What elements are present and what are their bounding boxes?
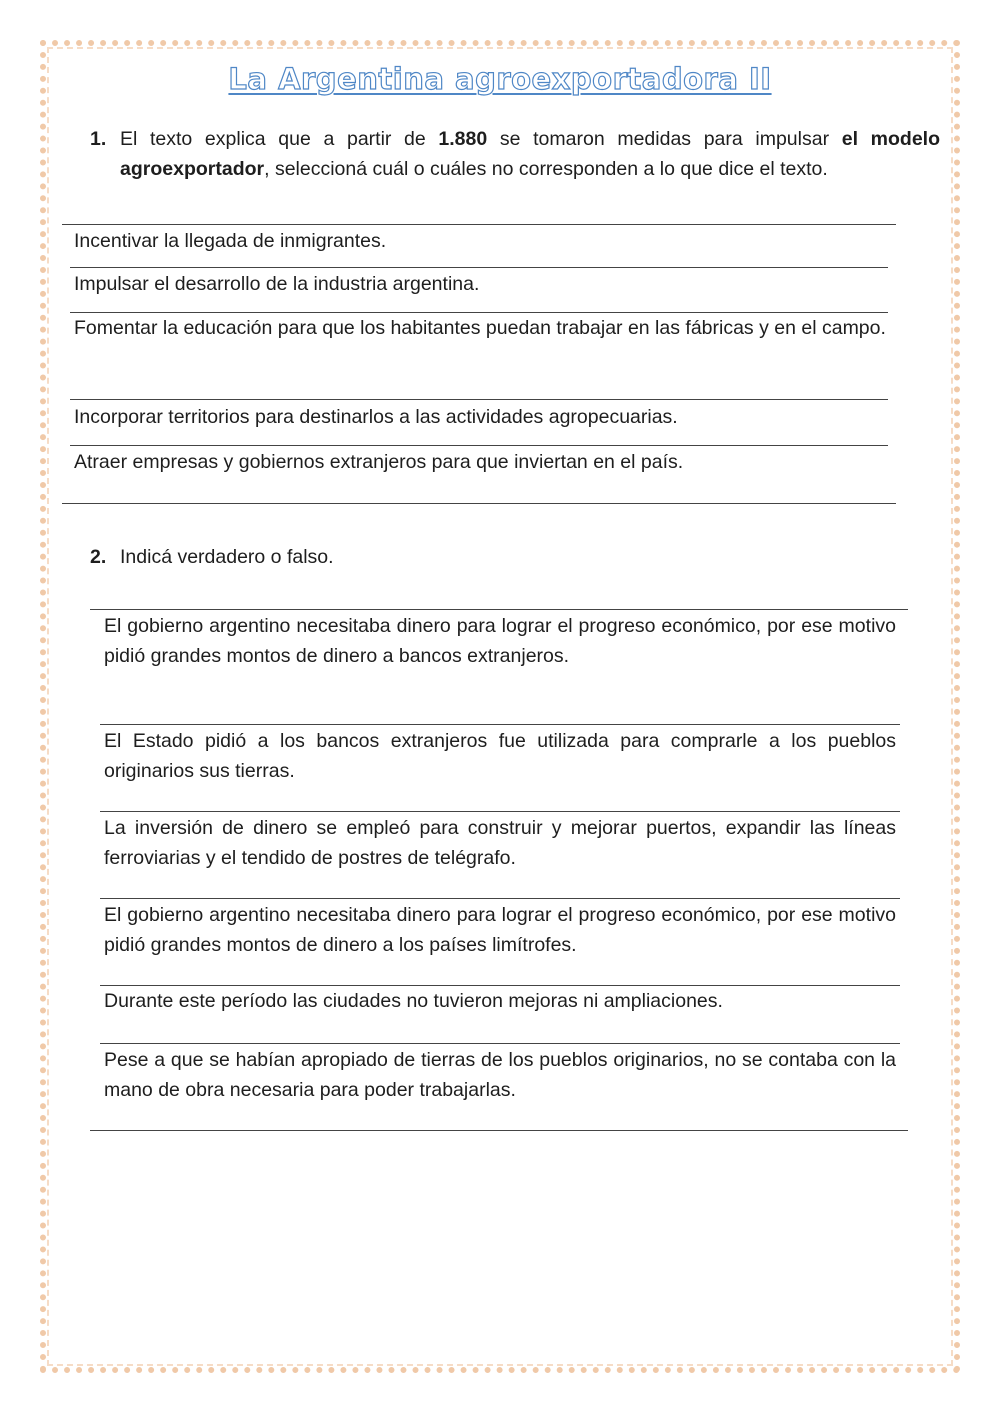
table-border <box>90 1130 908 1131</box>
table-border <box>62 224 896 225</box>
row-divider <box>100 811 900 812</box>
page-title: La Argentina agroexportadora II <box>228 62 772 96</box>
question-2-text: Indicá verdadero o falso. <box>120 546 334 568</box>
statement-item[interactable]: El gobierno argentino necesitaba dinero para lograr el progreso económico, por ese motivo pidió grandes montos de dinero a los países limítrofes. <box>104 904 896 956</box>
row-divider <box>70 399 888 400</box>
row-divider <box>70 445 888 446</box>
option-item[interactable]: Impulsar el desarrollo de la industria argentina. <box>74 273 480 295</box>
question-1 <box>90 124 940 184</box>
question-1-text: El texto explica que a partir de 1.880 se tomaron medidas para impulsar el modelo agroexportador, seleccioná cuál o cuáles no corresponden a lo que dice el texto. <box>120 128 940 180</box>
question-2-number: 2. <box>90 546 107 568</box>
question-2 <box>90 542 940 572</box>
row-divider <box>70 267 888 268</box>
question-1-number: 1. <box>90 128 107 150</box>
row-divider <box>100 724 900 725</box>
option-item[interactable]: Incorporar territorios para destinarlos a las actividades agropecuarias. <box>74 406 678 428</box>
option-item[interactable]: Fomentar la educación para que los habitantes puedan trabajar en las fábricas y en el campo. <box>74 317 886 339</box>
row-divider <box>100 1043 900 1044</box>
row-divider <box>100 898 900 899</box>
option-item[interactable]: Incentivar la llegada de inmigrantes. <box>74 230 387 252</box>
option-item[interactable]: Atraer empresas y gobiernos extranjeros para que inviertan en el país. <box>74 451 684 473</box>
statement-item[interactable]: El gobierno argentino necesitaba dinero para lograr el progreso económico, por ese motivo pidió grandes montos de dinero a bancos extranjeros. <box>104 615 896 667</box>
statement-item[interactable]: Pese a que se habían apropiado de tierras de los pueblos originarios, no se contaba con la mano de obra necesaria para poder trabajarlas. <box>104 1049 896 1101</box>
statement-item[interactable]: El Estado pidió a los bancos extranjeros fue utilizada para comprarle a los pueblos originarios sus tierras. <box>104 730 896 782</box>
statement-item[interactable]: Durante este período las ciudades no tuvieron mejoras ni ampliaciones. <box>104 990 723 1012</box>
table-border <box>90 609 908 610</box>
statement-item[interactable]: La inversión de dinero se empleó para construir y mejorar puertos, expandir las líneas ferroviarias y el tendido de postres de telégrafo. <box>104 817 896 869</box>
table-border <box>62 503 896 504</box>
